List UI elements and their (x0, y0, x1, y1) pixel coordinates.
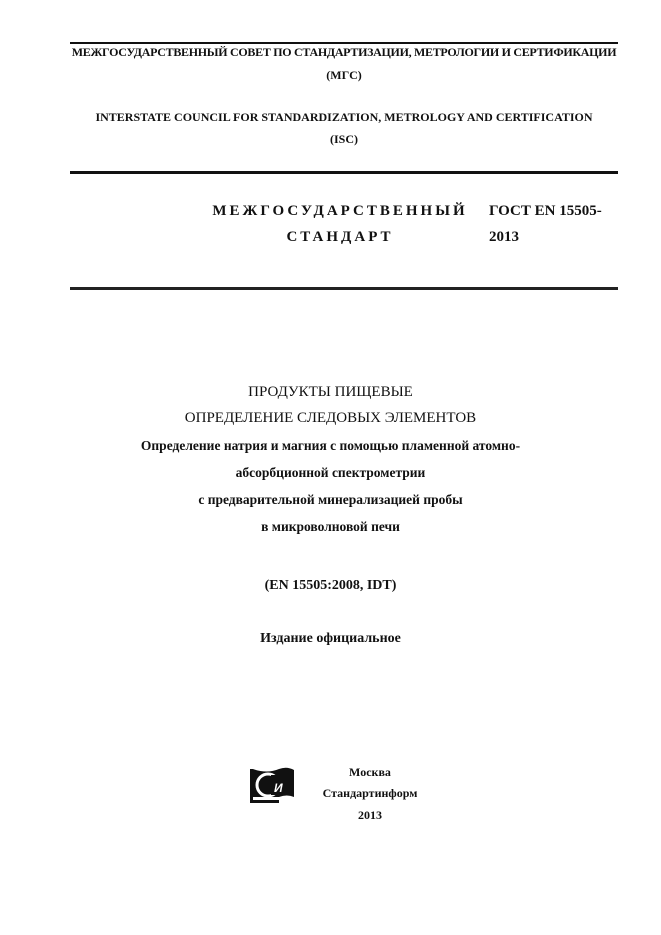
subtitle-line2: абсорбционной спектрометрии (235, 465, 426, 480)
publication-year: 2013 (358, 808, 382, 822)
equivalence-note: (EN 15505:2008, IDT) (264, 578, 397, 593)
subtitle-line1: Определение натрия и магния с помощью пламенной атомно- (140, 438, 521, 453)
standard-code-line2: 2013 (489, 229, 519, 245)
council-name-ru: МЕЖГОСУДАРСТВЕННЫЙ СОВЕТ ПО СТАНДАРТИЗАЦИИ, МЕТРОЛОГИИ И СЕРТИФИКАЦИИ (71, 45, 617, 59)
svg-text:И: И (274, 781, 283, 795)
standard-type-line2: СТАНДАРТ (286, 229, 394, 245)
standartinform-logo-icon (249, 767, 295, 805)
header-divider (70, 171, 618, 174)
subtitle-line3: с предварительной минерализацией пробы (198, 492, 463, 507)
title-line2: ОПРЕДЕЛЕНИЕ СЛЕДОВЫХ ЭЛЕМЕНТОВ (184, 410, 477, 426)
title-line1: ПРОДУКТЫ ПИЩЕВЫЕ (248, 384, 413, 400)
publisher-name: Стандартинформ (322, 786, 418, 800)
standard-code-line1: ГОСТ EN 15505- (489, 203, 602, 219)
standard-divider (70, 287, 618, 290)
council-abbr-ru: (МГС) (326, 68, 362, 82)
top-rule (70, 42, 618, 44)
subtitle-line4: в микроволновой печи (261, 519, 400, 534)
publisher-city: Москва (349, 765, 391, 779)
council-abbr-en: (ISC) (329, 132, 358, 146)
standard-type-line1: МЕЖГОСУДАРСТВЕННЫЙ (212, 203, 468, 219)
edition-note: Издание официальное (260, 631, 401, 646)
council-name-en: INTERSTATE COUNCIL FOR STANDARDIZATION, METROLOGY AND CERTIFICATION (95, 110, 593, 124)
